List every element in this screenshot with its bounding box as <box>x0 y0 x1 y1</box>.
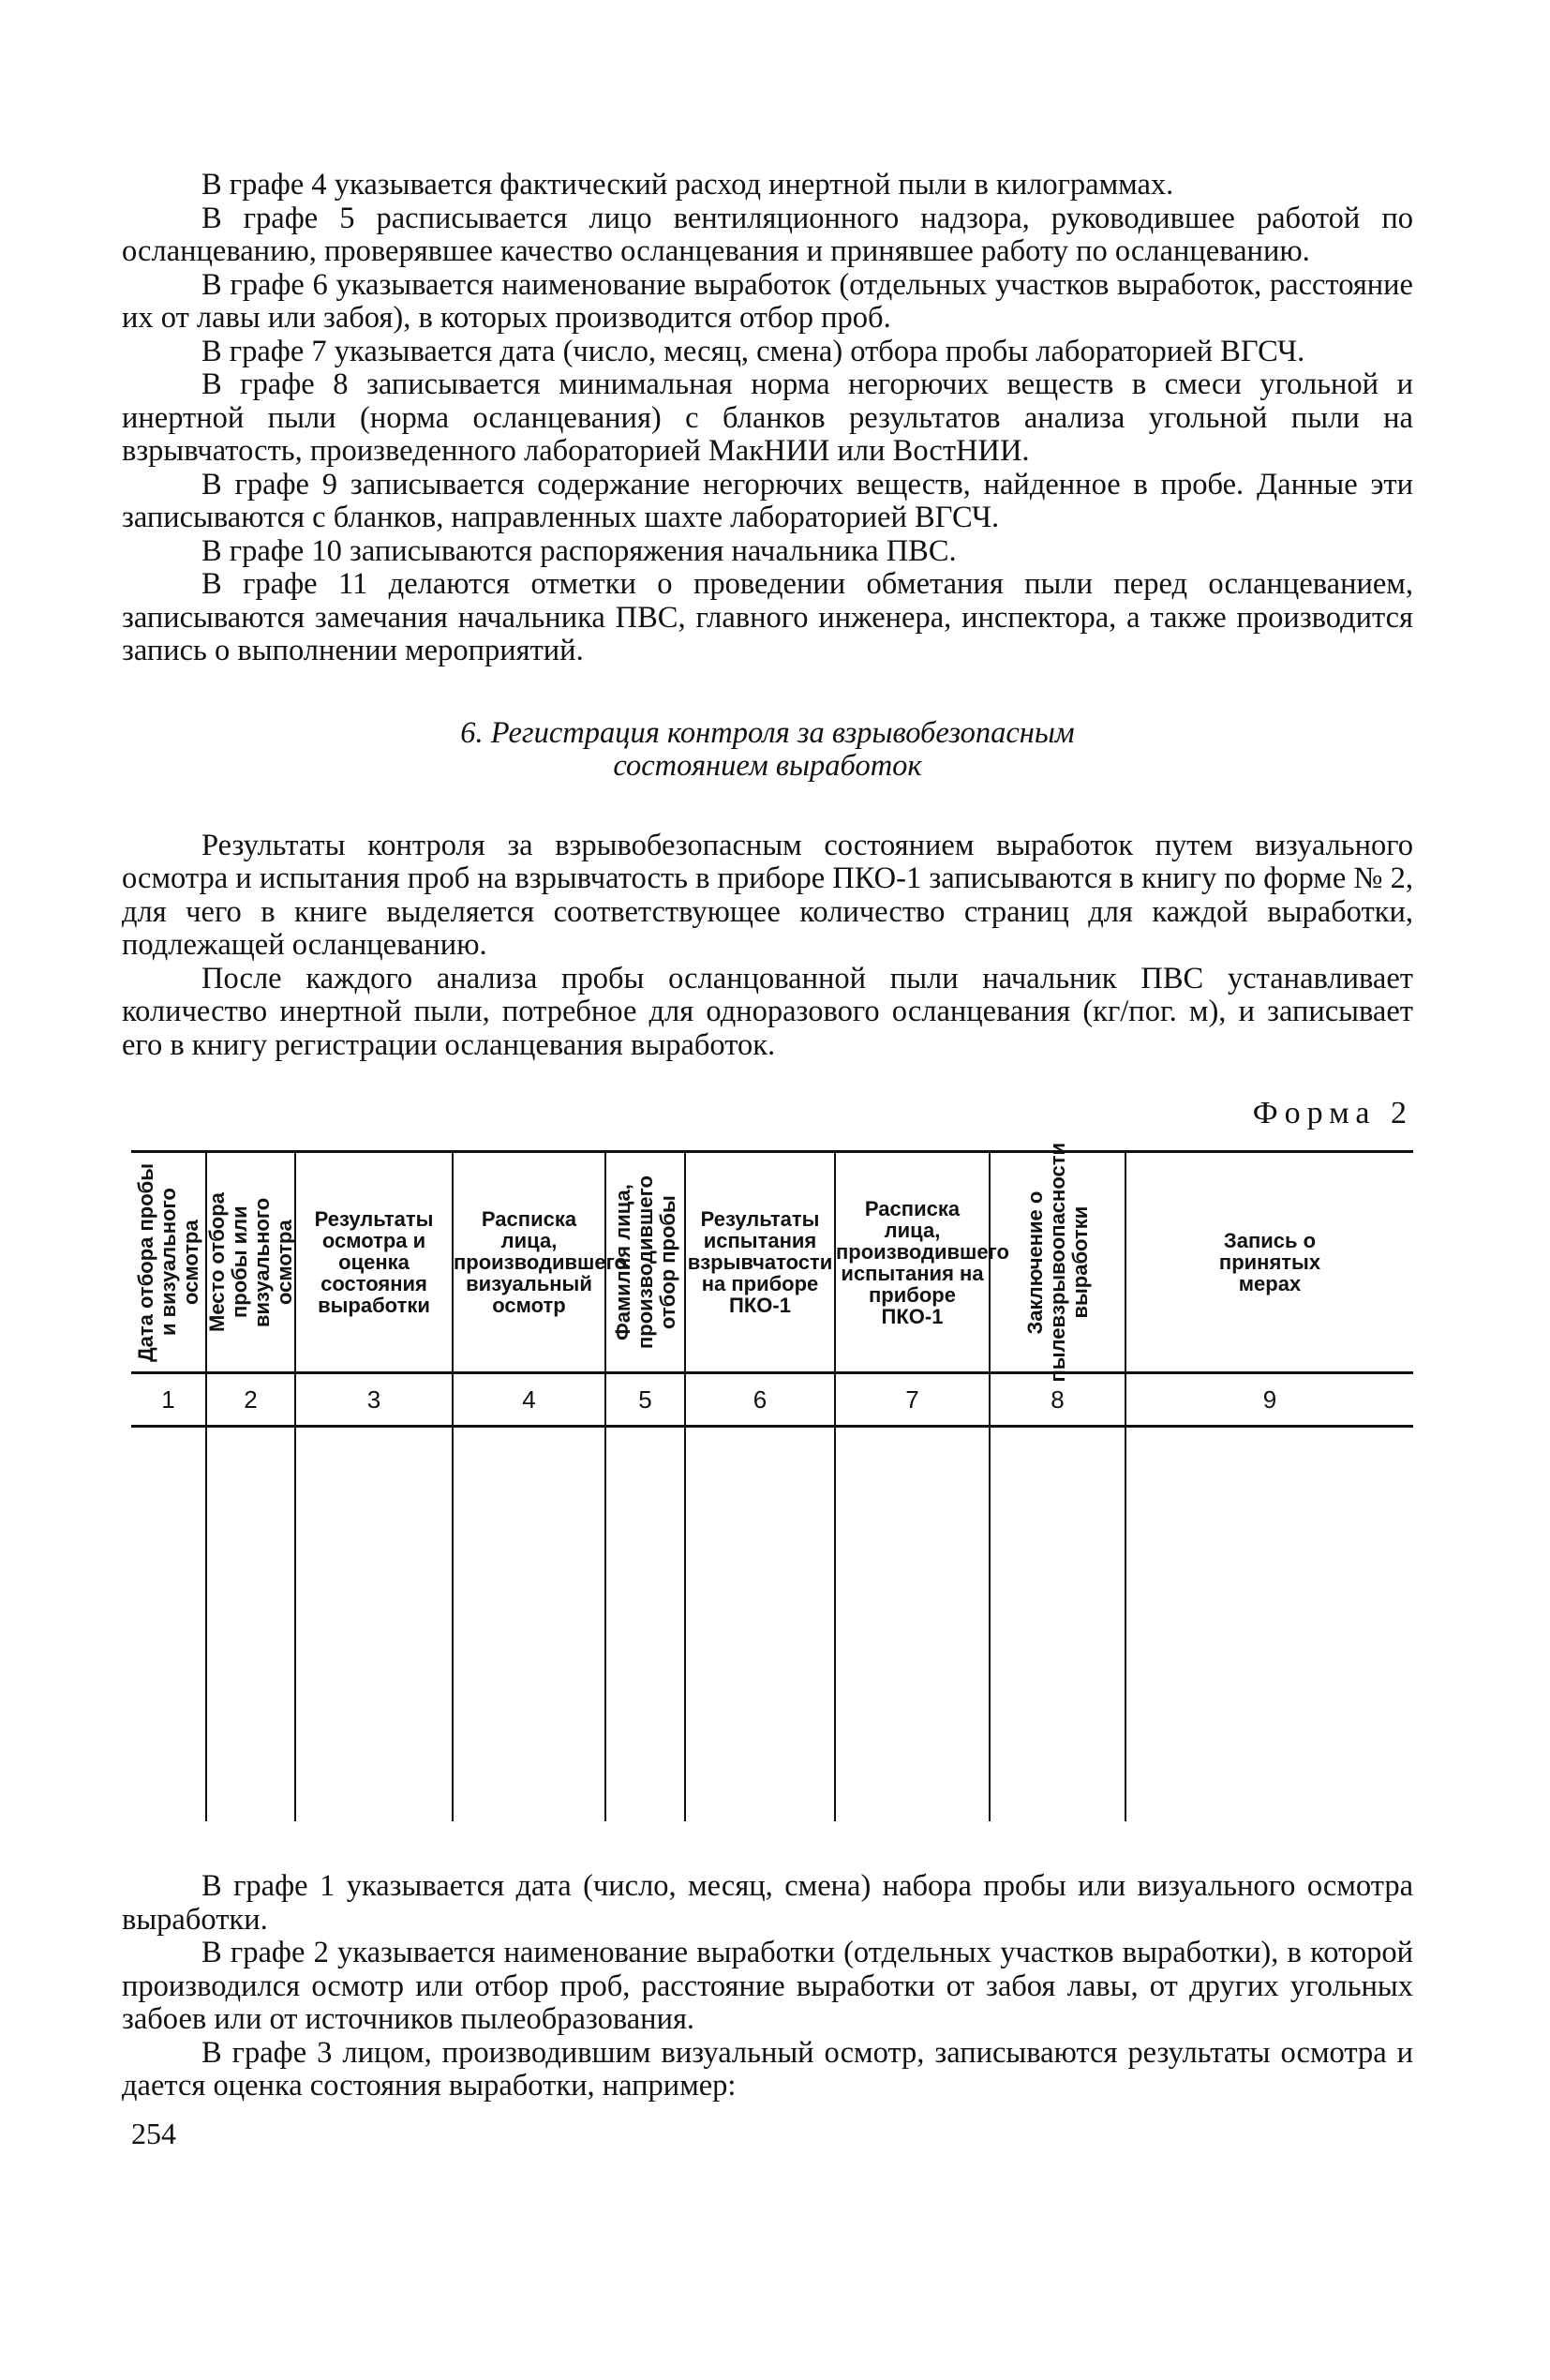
empty-cell <box>295 1427 453 1822</box>
empty-cell <box>835 1427 990 1822</box>
section-heading <box>122 717 1413 783</box>
column-number-row <box>131 1373 1413 1427</box>
column-number: 9 <box>1125 1373 1413 1427</box>
paragraph: В графе 11 делаются отметки о проведении обметания пыли перед осланцеванием, записываются замечания начальника ПВС, главного инженера, инспектора, а также производится запись о выполнении мероприятий. <box>122 567 1413 667</box>
column-header: Результаты испытания взрывчатости на приборе ПКО-1 <box>687 1207 833 1317</box>
paragraph: После каждого анализа пробы осланцованной пыли начальник ПВС устанавливает количество инертной пыли, потребное для одноразового осланцевания (кг/пог. м), и записывает его в книгу регистрации осланцевания выработок. <box>122 961 1413 1062</box>
paragraph: В графе 1 указывается дата (число, месяц, смена) набора пробы или визуального осмотра выработки. <box>122 1869 1413 1937</box>
paragraph: В графе 5 расписывается лицо вентиляционного надзора, руководившее работой по осланцеванию, проверявшее качество осланцевания и принявшее работу по осланцеванию. <box>122 201 1413 268</box>
column-header: Результаты осмотра и оценка состояния выработки <box>314 1207 434 1317</box>
column-number: 4 <box>453 1373 605 1427</box>
empty-cell <box>990 1427 1125 1822</box>
empty-cell <box>206 1427 295 1822</box>
column-number: 1 <box>131 1373 206 1427</box>
paragraph: Результаты контроля за взрывобезопасным состоянием выработок путем визуального осмотра и испытания проб на взрывчатость в приборе ПКО-1 записываются в книгу по форме № 2, для чего в книге выделяется соответствующее количество страниц для каждой выработки, подлежащей осланцеванию. <box>122 828 1413 962</box>
header-cell <box>453 1152 627 1373</box>
header-cell <box>1125 1152 1413 1373</box>
top-text-block <box>122 169 1413 668</box>
paragraph: В графе 9 записывается содержание негорючих веществ, найденное в пробе. Данные эти записываются с бланков, направленных шахте лабораторией ВГСЧ. <box>122 467 1413 534</box>
column-header: Запись о принятых мерах <box>1218 1229 1321 1295</box>
table-header-row <box>131 1152 1413 1373</box>
section-heading-line-2: состоянием выработок <box>613 748 922 783</box>
column-number: 7 <box>835 1373 990 1427</box>
paragraph: В графе 2 указывается наименование выработки (отдельных участков выработки), в которой производился осмотр или отбор проб, расстояние выработки от забоя лавы, от других угольных забоев или от источников пылеобразования. <box>122 1936 1413 2036</box>
header-cell <box>605 1152 685 1373</box>
empty-cell <box>685 1427 835 1822</box>
bottom-text-block <box>122 1870 1413 2103</box>
form-label: Форма 2 <box>1252 1096 1413 1130</box>
column-number: 3 <box>295 1373 453 1427</box>
column-header: Место отбора пробы или визуального осмотра <box>204 1192 296 1332</box>
column-number: 2 <box>206 1373 295 1427</box>
paragraph: В графе 8 записывается минимальная норма негорючих веществ в смеси угольной и инертной пыли (норма осланцевания) с бланков результатов анализа угольной пыли на взрывчатость, произведенного лабораторией МакНИИ или ВостНИИ. <box>122 367 1413 468</box>
header-cell <box>295 1152 453 1373</box>
table-empty-body-row <box>131 1427 1413 1822</box>
column-number: 6 <box>685 1373 835 1427</box>
document-page <box>122 169 1413 2151</box>
header-cell <box>206 1152 295 1373</box>
paragraph: В графе 3 лицом, производившим визуальный осмотр, записываются результаты осмотра и дается оценка состояния выработки, например: <box>122 2035 1413 2103</box>
column-header: Заключение о пылевзрывоопасности выработки <box>1022 1142 1092 1383</box>
middle-text-block <box>122 830 1413 1063</box>
header-cell <box>131 1152 206 1373</box>
empty-cell <box>453 1427 605 1822</box>
paragraph: В графе 6 указывается наименование выработок (отдельных участков выработок, расстояние их от лавы или забоя), в которых производится отбор проб. <box>122 267 1413 335</box>
page-number: 254 <box>131 2116 176 2150</box>
section-heading-line-1: 6. Регистрация контроля за взрывобезопасным <box>460 715 1075 750</box>
paragraph: В графе 7 указывается дата (число, месяц, смена) отбора пробы лабораторией ВГСЧ. <box>201 334 1305 368</box>
column-number: 5 <box>605 1373 685 1427</box>
empty-cell <box>1125 1427 1413 1822</box>
empty-cell <box>131 1427 206 1822</box>
column-number: 8 <box>990 1373 1125 1427</box>
header-cell <box>685 1152 835 1373</box>
empty-cell <box>605 1427 685 1822</box>
paragraph: В графе 4 указывается фактический расход инертной пыли в килограммах. <box>201 168 1174 202</box>
header-cell <box>990 1142 1125 1383</box>
paragraph: В графе 10 записываются распоряжения начальника ПВС. <box>201 533 957 568</box>
form-2-table <box>131 1142 1413 1821</box>
column-header: Расписка лица, производившего испытания на приборе ПКО-1 <box>836 1196 1009 1328</box>
column-header: Дата отбора пробы и визуального осмотра <box>133 1162 202 1362</box>
header-cell <box>835 1152 1009 1373</box>
column-header: Фамилия лица, производившего отбор пробы <box>610 1175 679 1349</box>
column-header: Расписка лица, производившего визуальный осмотр <box>454 1207 627 1317</box>
